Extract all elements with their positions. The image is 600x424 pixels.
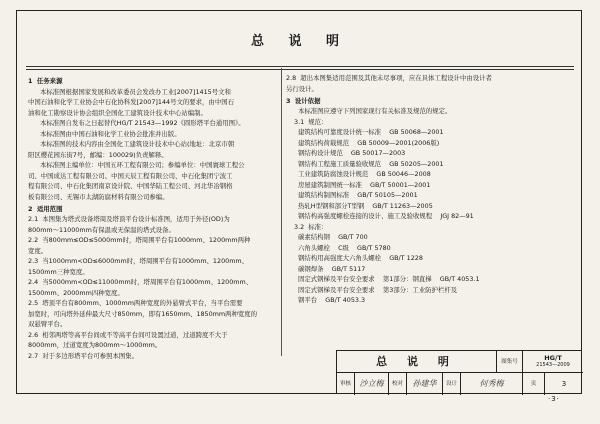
page-label: 页 [523, 373, 545, 395]
paragraph-line: 油和化工勘察设计协会组织全国化工建筑设计技术中心站编制。 [28, 108, 207, 117]
left-column [28, 74, 280, 362]
checker-label: 校对 [389, 373, 407, 395]
title-block-name: 总 说 明 [337, 351, 497, 373]
clause-line: 2.6 相邻两塔等高平台间或不等高平台间可设置过道，过道跨度不大于 [28, 330, 228, 339]
reference-line: 钢结构高强度螺栓连接的设计、施工及验收规程 JGJ 82—91 [298, 212, 474, 220]
column-divider [281, 68, 282, 356]
page-number-cell: 3 [561, 380, 567, 388]
checker-signature: 孙建华 [407, 373, 443, 395]
paragraph-line: 板有限公司、无锡市太湖防腐材料有限公司参编。 [28, 192, 169, 201]
clause-line: 2.8 超出本图集适用范围及其他未尽事项，应在具体工程设计中由设计者 [286, 74, 492, 82]
reference-line: 建筑结构荷载规范 GB 50009—2001(2006版) [298, 138, 440, 147]
atlas-number [523, 351, 583, 373]
paragraph-line: 本标准图由中国石油和化学工业协会批准并出版。 [40, 129, 181, 138]
clause-line: 2.7 对于多边形塔平台可参照本图集。 [28, 351, 139, 360]
reviewer-signature: 沙立梅 [355, 373, 389, 395]
subsection-heading: 3.2 标准： [294, 222, 328, 231]
clause-line: 2.2 当800mm≤OD≤5000mm时，塔周围平台有1000mm、1200mm两种 [28, 236, 251, 244]
reviewer-label: 审核 [337, 373, 355, 395]
clause-line: 2.1 本图集为塔式设备塔周及塔顶平台设计标准图，适用于外径(OD)为 [28, 215, 230, 223]
reference-line: 碳钢焊条 GB/T 5117 [298, 264, 366, 273]
reference-line: 钢平台 GB/T 4053.3 [298, 296, 366, 304]
page-title: 总 说 明 [250, 34, 350, 49]
subsection-heading: 3.1 规范： [294, 117, 328, 126]
clause-line: 宽度。 [28, 246, 48, 255]
reference-line: 热轧H型钢和部分T型钢 GB/T 11263—2005 [298, 201, 433, 210]
reference-line: 钢结构设计规范 GB 50017—2003 [298, 149, 406, 157]
section-heading: 2 适用范围 [28, 204, 63, 213]
clause-line: 1500mm三种宽度。 [28, 267, 89, 276]
paragraph-line: 中国石油和化学工业协会中石化协科发[2007]144号文的要求，由中国石 [28, 98, 234, 106]
clause-line: 8000mm，过道宽度为800mm～1000mm。 [28, 341, 162, 349]
reference-line: 建筑结构可靠度设计统一标准 GB 50068—2001 [298, 128, 444, 136]
paragraph-line: 本标准图根据国家发展和改革委员会发改办工业[2007]1415号文和 [40, 87, 231, 96]
paragraph-line: 本标准图应遵守下列国家现行有关标准及规范的规定。 [298, 107, 452, 115]
clause-line: 1500mm、2000mm四种宽度。 [28, 288, 124, 297]
section-heading: 1 任务来源 [28, 77, 63, 85]
clause-line: 2.5 塔顶平台有800mm、1000mm两种宽度的外悬臂式平台，当平台需要 [28, 299, 243, 307]
designer-signature: 何秀梅 [461, 373, 523, 395]
reference-line: 工业建筑防腐蚀设计规范 GB 50046—2008 [298, 170, 431, 178]
clause-line: 800mm～11000mm有保温或无保温的塔式设备。 [28, 225, 175, 234]
reference-line: 固定式钢梯及平台安全要求 第3部分：工业防护栏杆及 [298, 285, 458, 294]
clause-line: 2.4 当5000mm<OD≤11000mm时，塔周围平台有1000mm、1200mm、 [28, 278, 253, 286]
paragraph-line: 本标准图主编单位：中国五环工程有限公司；参编单位：中国寰球工程公 [40, 161, 245, 169]
paragraph-line: 本标准图自发布之日起替代HG/T 21543—1992《圆形塔平台通用图》。 [40, 119, 245, 127]
paragraph-line: 本标准图的技术内容由全国化工建筑设计技术中心站(地址：北京市朝 [40, 140, 235, 148]
clause-line: 2.3 当1000mm<OD≤6000mm时，塔周围平台有1000mm、1200mm、 [28, 257, 249, 265]
right-column [286, 74, 576, 307]
page-number: ·3· [548, 395, 560, 403]
reference-line: 碳素结构钢 GB/T 700 [298, 233, 368, 241]
title-block [336, 350, 582, 394]
reference-line: 建筑结构制图标准 GB/T 50105—2001 [298, 191, 418, 199]
atlas-number-main: HG/T [544, 354, 562, 362]
reference-line: 钢结构工程施工质量验收规范 GB 50205—2001 [298, 159, 444, 168]
reference-line: 六角头螺栓 C级 GB/T 5780 [298, 243, 391, 252]
paragraph-line: 程有限公司、中石化集团南京设计院、中国华陆工程公司、河北华冶钢格 [28, 182, 233, 190]
clause-line: 双悬臂平台。 [28, 320, 67, 328]
paragraph-line: 阳区樱花园东街7号，邮编：100029)负责解释。 [28, 150, 168, 159]
reference-line: 固定式钢梯及平台安全要求 第1部分：钢直梯 GB/T 4053.1 [298, 275, 480, 283]
reference-line: 钢结构用高强度大六角头螺栓 GB/T 1228 [298, 254, 423, 262]
paragraph-line: 司、中国成达工程有限公司、中国天辰工程有限公司、中石化集团宁波工 [28, 171, 233, 180]
designer-label: 设计 [443, 373, 461, 395]
section-heading: 3 设计依据 [286, 96, 321, 105]
atlas-label: 图集号 [497, 351, 523, 373]
header-rule [26, 66, 574, 67]
reference-line: 房屋建筑制图统一标准 GB/T 50001—2001 [298, 180, 431, 189]
header-rule-thin [26, 69, 574, 70]
atlas-number-sub: 21543—2009 [536, 362, 570, 368]
clause-line: 加宽时，可向塔外延伸最大尺寸850mm，即有1650mm、1850mm两种宽度的 [28, 309, 258, 318]
clause-line: 另行设计。 [286, 84, 318, 93]
